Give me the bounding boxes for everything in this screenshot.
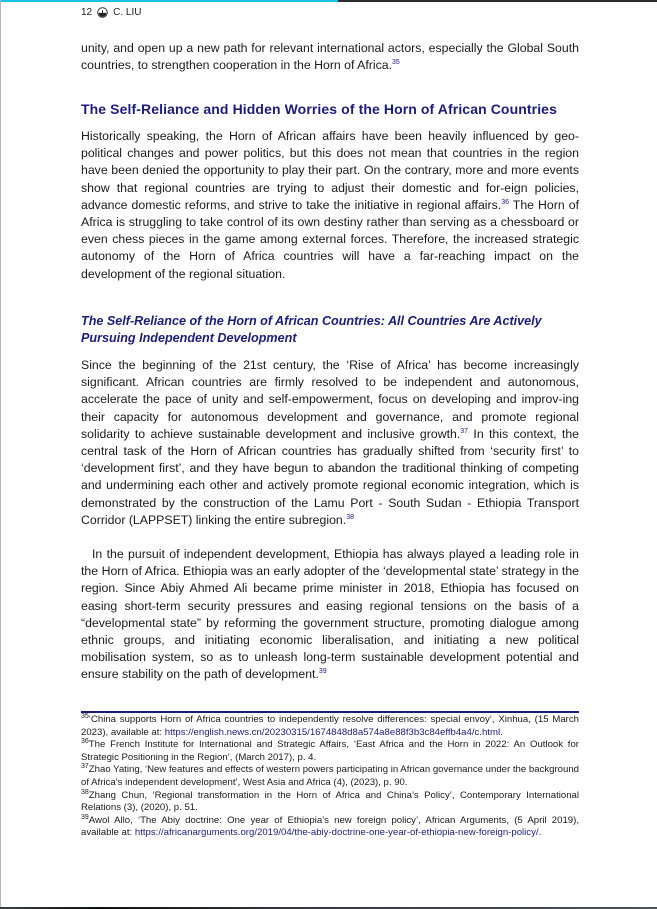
footnote-punct: . [538, 827, 542, 839]
section-heading: The Self-Reliance and Hidden Worries of the Horn of African Countries [81, 101, 557, 117]
footnote-38 [81, 790, 579, 815]
subsection-paragraph-2 [81, 546, 579, 684]
running-head [81, 7, 141, 18]
subsection-heading: The Self-Reliance of the Horn of African Countries: All Countries Are Actively Pursuing Independent Development [81, 314, 542, 345]
section-paragraph-1 [81, 128, 579, 283]
reading-progress-track [0, 0, 657, 2]
viewer-left-border [0, 0, 1, 909]
footnote-number: 35 [81, 712, 89, 720]
intro-paragraph-text: unity, and open up a new path for relevant international actors, especially the Global South countries, to strengthen cooperation in the Horn of Africa. [81, 41, 579, 73]
running-head-author: C. LIU [113, 7, 142, 18]
page-number: 12 [81, 7, 93, 18]
subsection-paragraph-1 [81, 357, 579, 529]
footnote-text: The French Institute for International and Strategic Affairs, ‘East Africa and the Horn in 2022: An Outlook for Strategic Positioning in the Region’, (March 2017), p. 4. [81, 739, 579, 763]
footnote-link[interactable]: https://english.news.cn/20230315/1674848d8a574a8e88f3b3c84effb4a4/c.html [164, 726, 501, 738]
footnote-number: 36 [81, 738, 89, 745]
footnote-text: ‘China supports Horn of Africa countries to independently resolve differences: special envoy’, Xinhua, (15 March 2023), available at: [81, 714, 579, 738]
footnote-text: Zhang Chun, ‘Regional transformation in the Horn of Africa and China’s Policy’, Contemporary International Relations (3), (2020), p. 51. [81, 789, 579, 814]
paragraph-text: Since the beginning of the 21st century, the ‘Rise of Africa’ has become increasingly significant. African countries are firmly resolved to be independent and autonomous, accelerate the pace of unity and self-empowerment, focus on developing and improv-ing their capacity for autonomous development and governance, and promote regional solidarity to achieve sustainable development and inclusive growth. [81, 358, 579, 441]
footnote-text: Zhao Yating, ‘New features and effects of western powers participating in African governance under the background of Africa’s independent development’, West Asia and Africa (4), (2023), p. 90. [81, 764, 579, 788]
footnote-ref-37[interactable]: 37 [460, 427, 469, 435]
footnote-number: 38 [81, 788, 89, 796]
publisher-logo-icon [97, 7, 108, 18]
paragraph-text: In this context, the central task of the Horn of African countries has gradually shifted from ‘security first’ to ‘development first’, and they have begun to abandon the traditional thinking of competing and undermining each other and actively promote regional economic integration, which is demonstrated by the construction of the Lamu Port - South Sudan - Ethiopia Transport Corridor (LAPPSET) linking the entire subregion. [81, 426, 580, 527]
footnote-37 [81, 764, 579, 789]
footnote-link[interactable]: https://africanarguments.org/2019/04/the-abiy-doctrine-one-year-of-ethiopia-new-foreign-policy/ [134, 827, 539, 839]
reading-progress-fill [0, 0, 338, 2]
footnote-divider [81, 711, 579, 713]
paragraph-text: The Horn of Africa is struggling to take control of its own destiny rather than serving as a chessboard or even chess pieces in the game among external forces. Therefore, the increased strategic autonomy of the Horn of Africa countries will have a far-reaching impact on the development of the regional situation. [81, 197, 579, 281]
footnote-39 [81, 815, 579, 840]
footnote-ref-38[interactable]: 38 [346, 513, 354, 521]
footnote-35 [81, 714, 579, 739]
footnotes [81, 714, 579, 840]
footnote-ref-36[interactable]: 36 [501, 198, 509, 206]
footnote-punct: . [500, 726, 503, 738]
footnote-text: Awol Allo, ‘The Abiy doctrine: One year of Ethiopia’s new foreign policy’, African Arguments, (5 April 2019), available at: [81, 814, 579, 839]
footnote-ref-35[interactable]: 35 [392, 59, 400, 67]
footnote-ref-39[interactable]: 39 [318, 668, 327, 676]
intro-paragraph [81, 40, 579, 74]
footnote-36 [81, 739, 579, 764]
paragraph-text: In the pursuit of independent development, Ethiopia has always played a leading role in the Horn of Africa. Ethiopia was an early adopter of the ‘developmental state’ strategy in the region. Since Abiy Ahmed Ali became prime minister in 2018, Ethiopia has focused on easing short-term security pressures and easing regional tensions on the basis of a “developmental state” by reforming the government structure, promoting dialogue among ethnic groups, and initiating economic liberalisation, and initiating a new political mobilisation system, so as to unleash long-term sustainable development potential and ensure stability on the path of development. [81, 547, 579, 682]
footnote-number: 39 [81, 813, 89, 821]
footnote-number: 37 [81, 763, 89, 771]
paragraph-text: Historically speaking, the Horn of African affairs have been heavily influenced by geo-political changes and power politics, but this does not mean that countries in the region have been denied the opportunity to play their part. On the contrary, more and more events show that regional countries are trying to adjust their domestic and for-eign policies, advance domestic reforms, and strive to take the initiative in regional affairs. [81, 129, 579, 212]
